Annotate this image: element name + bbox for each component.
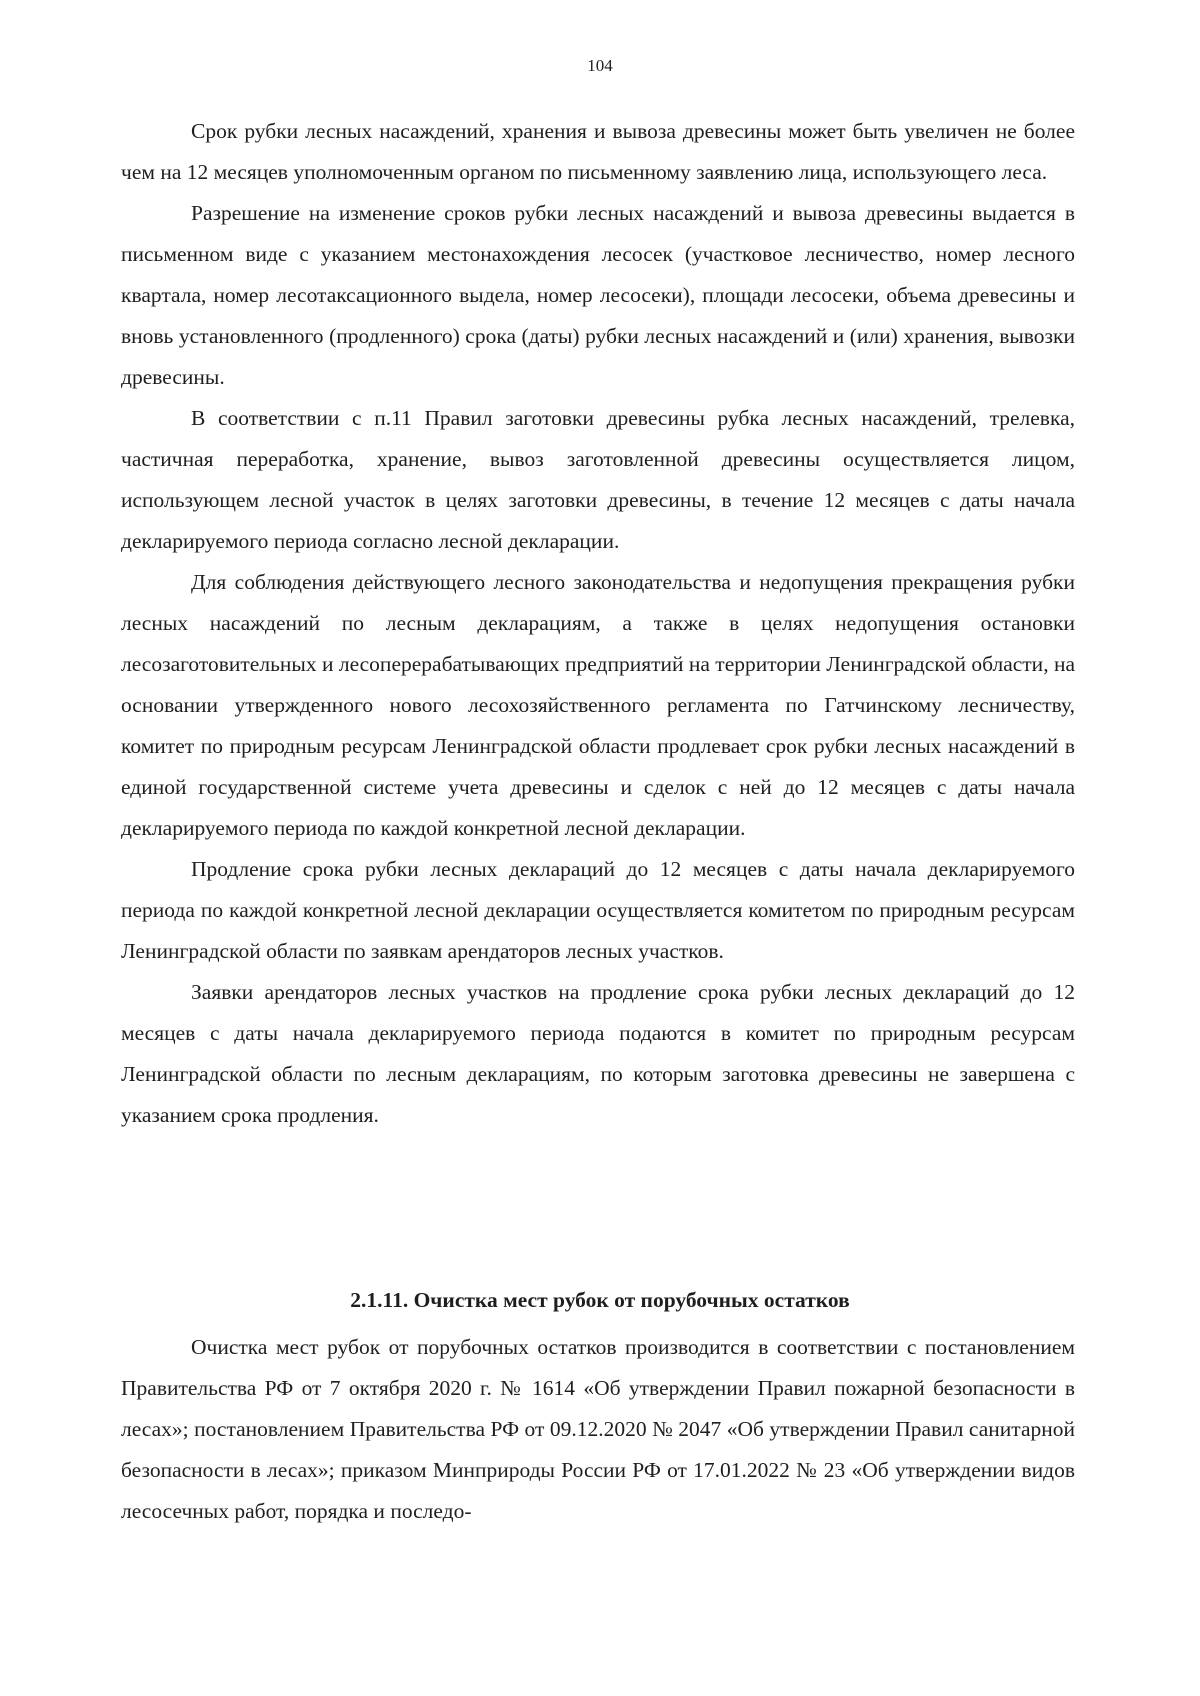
paragraph-term-extension: Срок рубки лесных насаждений, хранения и вывоза древесины может быть увеличен не более чем на 12 месяцев уполномоченным органом по письменному заявлению лица, использующего леса. bbox=[121, 119, 1075, 184]
paragraph-site-cleanup: Очистка мест рубок от порубочных остатков производится в соответствии с постановлением Правительства РФ от 7 октября 2020 г. № 1614 «Об утверждении Правил пожарной безопасности в лесах»; постановлением Правительства РФ от 09.12.2020 № 2047 «Об утверждении Правил санитарной безопасности в лесах»; приказом Минприроды России РФ от 17.01.2022 № 23 «Об утверждении видов лесосечных работ, порядка и последо- bbox=[121, 1335, 1075, 1523]
section-text bbox=[121, 1327, 1075, 1532]
paragraph-lessee-applications: Заявки арендаторов лесных участков на продление срока рубки лесных деклараций до 12 месяцев с даты начала декларируемого периода подаются в комитет по природным ресурсам Ленинградской области по лесным декларациям, по которым заготовка древесины не завершена с указанием срока продления. bbox=[121, 980, 1075, 1127]
page-number: 104 bbox=[587, 56, 613, 75]
section-heading: 2.1.11. Очистка мест рубок от порубочных остатков bbox=[350, 1288, 850, 1312]
body-text bbox=[121, 111, 1075, 1136]
paragraph-harvest-rules: В соответствии с п.11 Правил заготовки древесины рубка лесных насаждений, трелевка, частичная переработка, хранение, вывоз заготовленной древесины осуществляется лицом, использующем лесной участок в целях заготовки древесины, в течение 12 месяцев с даты начала декларируемого периода согласно лесной декларации. bbox=[121, 406, 1075, 553]
paragraph-compliance: Для соблюдения действующего лесного законодательства и недопущения прекращения рубки лесных насаждений по лесным декларациям, а также в целях недопущения остановки лесозаготовительных и лесоперерабатывающих предприятий на территории Ленинградской области, на основании утвержденного нового лесохозяйственного регламента по Гатчинскому лесничеству, комитет по природным ресурсам Ленинградской области продлевает срок рубки лесных насаждений в единой государственной системе учета древесины и сделок с ней до 12 месяцев с даты начала декларируемого периода по каждой конкретной лесной декларации. bbox=[121, 570, 1075, 840]
paragraph-change-permit: Разрешение на изменение сроков рубки лесных насаждений и вывоза древесины выдается в письменном виде с указанием местонахождения лесосек (участковое лесничество, номер лесного квартала, номер лесотаксационного выдела, номер лесосеки), площади лесосеки, объема древесины и вновь установленного (продленного) срока (даты) рубки лесных насаждений и (или) хранения, вывозки древесины. bbox=[121, 201, 1075, 389]
paragraph-extension-procedure: Продление срока рубки лесных деклараций до 12 месяцев с даты начала декларируемого периода по каждой конкретной лесной декларации осуществляется комитетом по природным ресурсам Ленинградской области по заявкам арендаторов лесных участков. bbox=[121, 857, 1075, 963]
